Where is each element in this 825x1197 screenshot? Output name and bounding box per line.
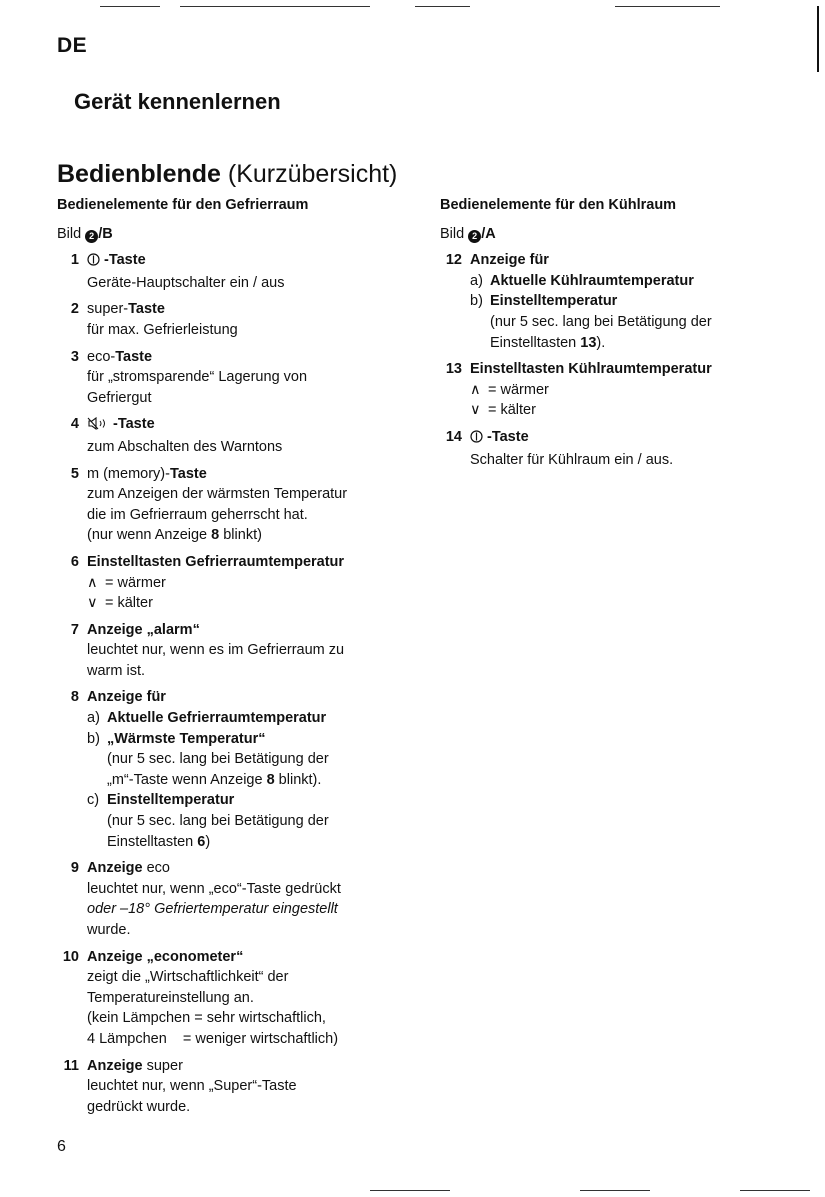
item-label: Anzeige für (470, 252, 549, 269)
alarm-mute-icon (87, 416, 109, 437)
text-part: Einstelltasten (107, 833, 198, 850)
item-text: Temperatureinstellung an. (87, 989, 254, 1006)
item-label: Taste (115, 348, 153, 365)
list-item-1 (57, 250, 402, 293)
item-label: Taste (169, 465, 207, 482)
item-text: leuchtet nur, wenn „Super“-Taste (87, 1078, 297, 1095)
figure-code: /B (98, 225, 113, 242)
item-number: 2 (70, 301, 79, 318)
list-item-8 (57, 687, 402, 852)
item-number: 10 (62, 948, 79, 965)
sub-text: Aktuelle Gefrierraumtemperatur (107, 710, 327, 727)
sub-label: b) (87, 730, 100, 747)
item-number: 3 (70, 348, 79, 365)
sub-label: a) (87, 710, 100, 727)
item-label: -Taste (487, 428, 529, 445)
ref-number: 13 (580, 334, 597, 351)
list-item-13 (440, 359, 770, 421)
warmer-line (87, 573, 402, 594)
up-arrow-icon: ∧ (470, 381, 481, 398)
down-arrow-icon: ∨ (470, 402, 481, 419)
figure-prefix: Bild (440, 225, 465, 242)
power-icon (87, 252, 100, 273)
top-rule-3 (415, 6, 470, 7)
text-part: (nur wenn Anzeige (87, 527, 212, 544)
item-text: 4 Lämpchen = weniger wirtschaftlich) (87, 1030, 339, 1047)
sub-text: „Wärmste Temperatur“ (107, 730, 266, 747)
item-text: = kälter (105, 595, 153, 612)
text-part: ) (205, 833, 211, 850)
ref-number: 6 (197, 833, 206, 850)
sub-text: Einstelltemperatur (107, 792, 235, 809)
item-label: Anzeige (87, 1057, 143, 1074)
item-number: 8 (70, 689, 79, 706)
top-rule-4 (615, 6, 720, 7)
sub-detail (87, 770, 402, 791)
item-label: Einstelltasten Gefrierraumtemperatur (87, 553, 345, 570)
colder-line (470, 400, 770, 421)
sub-item-a (470, 271, 770, 292)
sub-item-c (87, 790, 402, 811)
item-number: 12 (445, 252, 462, 269)
item-text: zum Anzeigen der wärmsten Temperatur (87, 486, 348, 503)
item-number: 5 (70, 465, 79, 482)
text-part: Einstelltasten (490, 334, 581, 351)
ref-number: 8 (266, 771, 275, 788)
item-text: = wärmer (105, 574, 166, 591)
list-item-14 (440, 427, 770, 470)
sub-item-b (470, 291, 770, 312)
sub-label: b) (470, 293, 483, 310)
title-normal: (Kurzübersicht) (220, 160, 398, 188)
figure-badge: 2 (468, 230, 481, 243)
item-label: Anzeige „alarm“ (87, 621, 200, 638)
sub-item-a (87, 708, 402, 729)
item-text: wurde. (87, 922, 131, 938)
item-number: 9 (70, 860, 79, 877)
item-text: für „stromsparende“ Lagerung von (87, 369, 308, 386)
sub-text: Einstelltemperatur (490, 293, 618, 310)
colder-line (87, 593, 402, 614)
item-number: 6 (70, 553, 79, 570)
item-text: Schalter für Kühlraum ein / aus. (470, 451, 674, 468)
figure-badge: 2 (85, 230, 98, 243)
list-item-3 (57, 347, 402, 409)
title-bold: Bedienblende (57, 160, 221, 188)
item-text: = kälter (488, 402, 536, 419)
list-item-6 (57, 552, 402, 614)
text-part: blinkt) (219, 527, 262, 544)
section-title: Gerät kennenlernen (74, 89, 281, 114)
item-label: Einstelltasten Kühlraumtemperatur (470, 361, 712, 378)
item-text: für max. Gefrierleistung (87, 321, 238, 338)
item-label-prefix: eco- (87, 348, 116, 365)
up-arrow-icon: ∧ (87, 574, 98, 591)
item-label: Anzeige „econometer“ (87, 948, 244, 965)
sub-label: c) (87, 792, 100, 809)
item-number: 1 (70, 252, 79, 269)
list-item-11 (57, 1056, 402, 1118)
list-item-4 (57, 414, 402, 457)
item-label: -Taste (104, 252, 146, 269)
item-text: leuchtet nur, wenn es im Gefrierraum zu (87, 642, 345, 659)
sub-detail: (nur 5 sec. lang bei Betätigung der (107, 813, 329, 830)
freezer-heading: Bedienelemente für den Gefrierraum (57, 197, 309, 213)
list-item-9 (57, 858, 402, 940)
item-label: Taste (128, 301, 165, 318)
figure-code: /A (481, 225, 496, 242)
sub-label: a) (470, 272, 483, 289)
top-rule-1 (100, 6, 160, 7)
item-label-suffix: eco (142, 860, 171, 877)
item-text: zeigt die „Wirtschaftlichkeit“ der (87, 969, 289, 986)
item-number: 13 (445, 361, 462, 378)
item-label-prefix: m (memory)- (87, 465, 170, 482)
item-text: zum Abschalten des Warntons (87, 438, 283, 455)
scan-edge-mark (817, 6, 819, 72)
top-rule-2 (180, 6, 370, 7)
list-item-12 (440, 250, 770, 353)
item-label: -Taste (113, 416, 155, 433)
page-number: 6 (57, 1138, 66, 1155)
item-label: Anzeige für (87, 689, 166, 706)
list-item-5 (57, 464, 402, 546)
bottom-rule-3 (740, 1190, 810, 1191)
fridge-controls-column (440, 195, 770, 476)
list-item-10 (57, 947, 402, 1050)
bottom-rule-2 (580, 1190, 650, 1191)
item-text: gedrückt wurde. (87, 1098, 191, 1115)
freezer-figure-ref (57, 224, 402, 245)
list-item-7 (57, 620, 402, 682)
item-text: = wärmer (488, 381, 549, 398)
item-label: Anzeige (87, 860, 143, 877)
item-text: Geräte-Hauptschalter ein / aus (87, 274, 285, 291)
bottom-rule-1 (370, 1190, 450, 1191)
sub-text: Aktuelle Kühlraumtemperatur (490, 272, 694, 289)
item-number: 14 (445, 428, 462, 445)
language-label: DE (57, 34, 88, 57)
item-number: 4 (70, 416, 79, 433)
fridge-heading: Bedienelemente für den Kühlraum (440, 197, 677, 213)
item-text: warm ist. (87, 662, 145, 679)
sub-item-b (87, 729, 402, 750)
page-title (57, 160, 397, 189)
item-label-prefix: super- (87, 301, 129, 318)
item-text (87, 525, 402, 546)
sub-detail: (nur 5 sec. lang bei Betätigung der (107, 751, 329, 768)
power-icon (470, 429, 483, 450)
sub-detail: (nur 5 sec. lang bei Betätigung der (490, 313, 712, 330)
item-label-suffix: super (142, 1057, 183, 1074)
fridge-figure-ref (440, 224, 770, 245)
item-text: die im Gefrierraum geherrscht hat. (87, 506, 308, 523)
text-part: ). (596, 334, 606, 351)
item-text: Gefriergut (87, 389, 152, 406)
ref-number: 8 (211, 527, 220, 544)
item-number: 11 (63, 1057, 79, 1074)
sub-detail (87, 832, 402, 853)
freezer-controls-column (57, 195, 402, 1123)
sub-detail (470, 333, 770, 354)
figure-prefix: Bild (57, 225, 82, 242)
list-item-2 (57, 299, 402, 340)
text-part: blinkt). (274, 771, 322, 788)
warmer-line (470, 380, 770, 401)
down-arrow-icon: ∨ (87, 595, 98, 612)
item-text: leuchtet nur, wenn „eco“-Taste gedrückt (87, 880, 341, 897)
item-text: (kein Lämpchen = sehr wirtschaftlich, (87, 1010, 326, 1027)
text-part: „m“-Taste wenn Anzeige (107, 771, 267, 788)
item-number: 7 (70, 621, 79, 638)
item-text: oder –18° Gefriertemperatur eingestellt (87, 901, 338, 918)
